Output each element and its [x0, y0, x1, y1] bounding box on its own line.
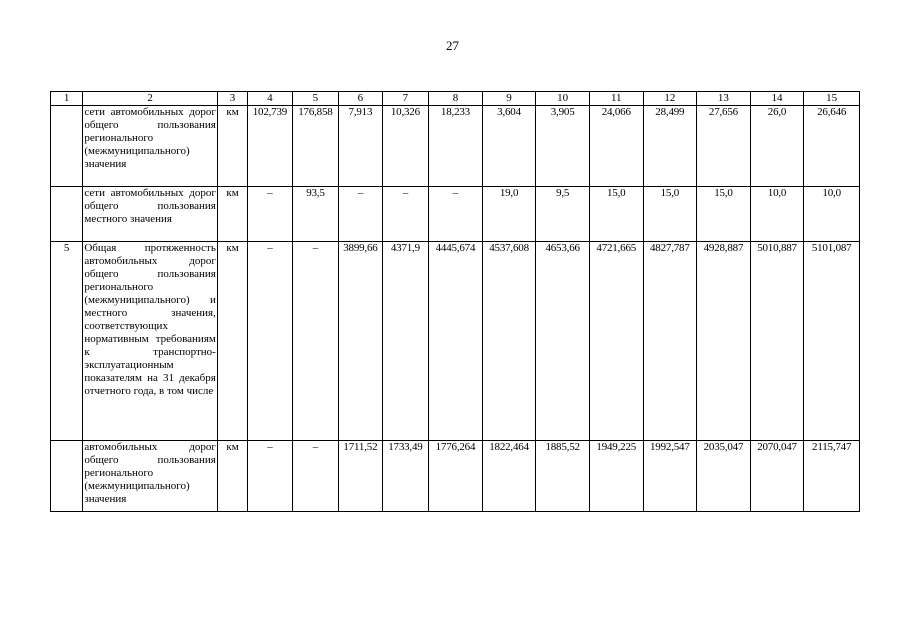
header-row [51, 92, 860, 106]
value-cell: 24,066 [589, 106, 643, 187]
value-cell: – [292, 441, 339, 512]
row-unit: км [217, 187, 247, 242]
table-row [51, 106, 860, 187]
header-cell: 8 [429, 92, 483, 106]
header-cell: 11 [589, 92, 643, 106]
value-cell: 26,0 [750, 106, 804, 187]
value-cell: 5010,887 [750, 242, 804, 441]
header-cell: 3 [217, 92, 247, 106]
value-cell: 15,0 [643, 187, 697, 242]
header-cell: 2 [83, 92, 217, 106]
value-cell: 1711,52 [339, 441, 382, 512]
value-cell: 4653,66 [536, 242, 590, 441]
row-unit: км [217, 106, 247, 187]
header-cell: 10 [536, 92, 590, 106]
header-cell: 9 [482, 92, 536, 106]
value-cell: 4827,787 [643, 242, 697, 441]
value-cell: – [248, 242, 292, 441]
value-cell: 1776,264 [429, 441, 483, 512]
value-cell: 102,739 [248, 106, 292, 187]
page-number: 27 [446, 38, 459, 53]
value-cell: – [292, 242, 339, 441]
value-cell: – [382, 187, 429, 242]
value-cell: 28,499 [643, 106, 697, 187]
table-row [51, 242, 860, 441]
header-cell: 15 [804, 92, 860, 106]
value-cell: 10,0 [750, 187, 804, 242]
value-cell: 4537,608 [482, 242, 536, 441]
value-cell: 7,913 [339, 106, 382, 187]
row-description: автомобильных дорог общего пользования регионального (межмуниципального) значения [83, 441, 217, 512]
value-cell: 5101,087 [804, 242, 860, 441]
value-cell: 2070,047 [750, 441, 804, 512]
table-row [51, 187, 860, 242]
value-cell: 2115,747 [804, 441, 860, 512]
row-number [51, 187, 83, 242]
value-cell: 1992,547 [643, 441, 697, 512]
data-table [50, 91, 860, 512]
header-cell: 12 [643, 92, 697, 106]
value-cell: 176,858 [292, 106, 339, 187]
value-cell: 93,5 [292, 187, 339, 242]
table-row [51, 441, 860, 512]
header-cell: 14 [750, 92, 804, 106]
row-unit: км [217, 242, 247, 441]
value-cell: 4928,887 [697, 242, 751, 441]
header-cell: 13 [697, 92, 751, 106]
value-cell: 3899,66 [339, 242, 382, 441]
value-cell: 19,0 [482, 187, 536, 242]
value-cell: 4371,9 [382, 242, 429, 441]
value-cell: 26,646 [804, 106, 860, 187]
row-number [51, 106, 83, 187]
header-cell: 7 [382, 92, 429, 106]
value-cell: 1822,464 [482, 441, 536, 512]
header-cell: 5 [292, 92, 339, 106]
header-cell: 1 [51, 92, 83, 106]
value-cell: 18,233 [429, 106, 483, 187]
row-number [51, 441, 83, 512]
value-cell: 1733,49 [382, 441, 429, 512]
value-cell: 15,0 [589, 187, 643, 242]
row-description: сети автомобильных дорог общего пользования местного значения [83, 187, 217, 242]
header-cell: 4 [248, 92, 292, 106]
header-cell: 6 [339, 92, 382, 106]
row-number: 5 [51, 242, 83, 441]
value-cell: 4445,674 [429, 242, 483, 441]
value-cell: 1949,225 [589, 441, 643, 512]
value-cell: 10,0 [804, 187, 860, 242]
value-cell: – [248, 441, 292, 512]
row-description: сети автомобильных дорог общего пользования регионального (межмуниципального) значения [83, 106, 217, 187]
value-cell: 27,656 [697, 106, 751, 187]
value-cell: 3,604 [482, 106, 536, 187]
value-cell: 9,5 [536, 187, 590, 242]
row-description: Общая протяженность автомобильных дорог общего пользования регионального (межмуниципального) и местного значения, соответствующих нормативным требованиям к транспортно-эксплуатационным показателям на 31 декабря отчетного года, в том числе [83, 242, 217, 441]
value-cell: – [429, 187, 483, 242]
value-cell: 15,0 [697, 187, 751, 242]
value-cell: – [339, 187, 382, 242]
value-cell: 1885,52 [536, 441, 590, 512]
row-unit: км [217, 441, 247, 512]
value-cell: 3,905 [536, 106, 590, 187]
value-cell: 4721,665 [589, 242, 643, 441]
value-cell: 2035,047 [697, 441, 751, 512]
value-cell: 10,326 [382, 106, 429, 187]
value-cell: – [248, 187, 292, 242]
